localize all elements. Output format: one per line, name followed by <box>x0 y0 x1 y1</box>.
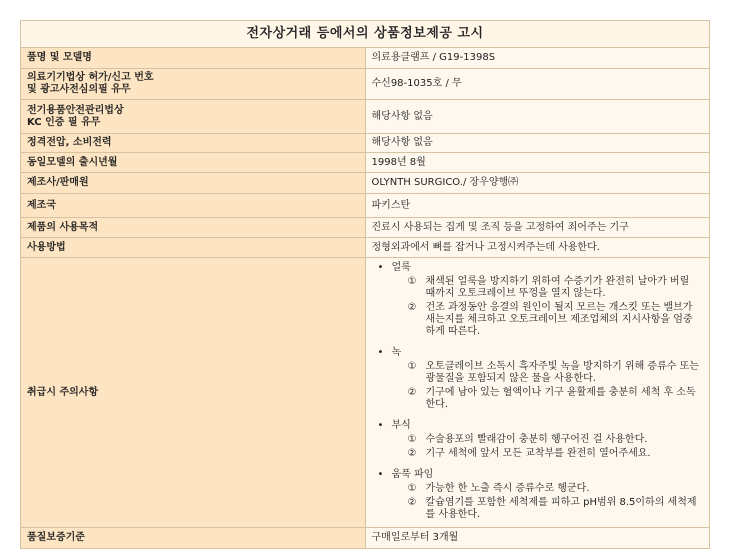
number-marker: ② <box>407 387 417 398</box>
number-marker: ① <box>407 483 417 494</box>
table-row <box>21 134 710 153</box>
row-value: OLYNTH SURGICO./ 장우양행㈜ <box>365 173 710 194</box>
row-label: 품명 및 모델명 <box>21 48 366 69</box>
table-row <box>21 100 710 134</box>
caution-item: 수술용포의 빨래감이 충분히 헹구어진 걸 사용한다. <box>425 434 648 445</box>
bullet-icon: • <box>377 262 384 273</box>
bullet-icon: • <box>377 469 384 480</box>
row-value: 진료시 사용되는 집게 및 조직 등을 고정하여 죄어주는 기구 <box>365 218 710 238</box>
caution-item: 칼슘염기를 포함한 세척제를 피하고 pH범위 8.5이하의 세척제를 사용한다. <box>425 497 697 520</box>
number-marker: ① <box>407 361 417 372</box>
table-row <box>21 238 710 258</box>
caution-item: 기구에 남아 있는 혈액이나 기구 윤활제를 충분히 세척 후 소독한다. <box>425 387 696 410</box>
row-label: 전기용품안전관리법상 KC 인증 필 유무 <box>21 100 366 134</box>
row-label: 품질보증기준 <box>21 528 366 549</box>
caution-item: 가능한 한 노출 즉시 증류수로 헹군다. <box>425 483 590 494</box>
section-heading: 움푹 파임 <box>391 469 434 480</box>
row-value: 의료용클램프 / G19-1398S <box>365 48 710 69</box>
row-label: 제조사/판매원 <box>21 173 366 194</box>
caution-section <box>374 420 702 460</box>
row-label: 정격전압, 소비전력 <box>21 134 366 153</box>
number-marker: ① <box>407 276 417 287</box>
table-row <box>21 153 710 173</box>
table-row <box>21 69 710 100</box>
table-row <box>21 528 710 549</box>
row-value: 수신98-1035호 / 무 <box>365 69 710 100</box>
notice-title: 전자상거래 등에서의 상품정보제공 고시 <box>21 21 710 48</box>
number-marker: ② <box>407 302 417 313</box>
row-label: 제품의 사용목적 <box>21 218 366 238</box>
section-heading: 얼룩 <box>391 262 411 273</box>
caution-section <box>374 347 702 411</box>
table-row <box>21 194 710 218</box>
bullet-icon: • <box>377 420 384 431</box>
caution-section <box>374 262 702 338</box>
row-value: 해당사항 없음 <box>365 100 710 134</box>
product-info-table <box>20 20 710 549</box>
caution-item: 오토클레이브 소독시 흑자주빛 녹을 방지하기 위해 증류수 또는 광물질을 포함되지 않은 물을 사용한다. <box>425 361 699 384</box>
caution-item: 건조 과정동안 응결의 원인이 될지 모르는 개스킷 또는 밸브가 새는지를 체크하고 오토크레이브 제조업체의 지시사항을 엄중하게 따른다. <box>425 302 693 337</box>
table-row <box>21 218 710 238</box>
row-value: 해당사항 없음 <box>365 134 710 153</box>
caution-item: 기구 세척에 앞서 모든 교착부를 완전히 열어주세요. <box>425 448 651 459</box>
section-heading: 부식 <box>391 420 411 431</box>
number-marker: ② <box>407 448 417 459</box>
row-label: 취급시 주의사항 <box>21 258 366 528</box>
table-row <box>21 48 710 69</box>
caution-notes <box>365 258 710 528</box>
bullet-icon: • <box>377 347 384 358</box>
number-marker: ① <box>407 434 417 445</box>
number-marker: ② <box>407 497 417 508</box>
row-value: 1998년 8월 <box>365 153 710 173</box>
product-info-notice <box>20 20 710 549</box>
row-value: 구매일로부터 3개월 <box>365 528 710 549</box>
row-label: 사용방법 <box>21 238 366 258</box>
row-label: 의료기기법상 허가/신고 번호 및 광고사전심의필 유무 <box>21 69 366 100</box>
row-value: 파키스탄 <box>365 194 710 218</box>
section-heading: 녹 <box>391 347 402 358</box>
table-row-caution <box>21 258 710 528</box>
caution-section <box>374 469 702 521</box>
row-value: 정형외과에서 뼈를 잡거나 고정시켜주는데 사용한다. <box>365 238 710 258</box>
row-label: 제조국 <box>21 194 366 218</box>
row-label: 동일모델의 출시년월 <box>21 153 366 173</box>
table-row <box>21 173 710 194</box>
caution-item: 채색된 얼룩을 방지하기 위하여 수증기가 완전히 날아가 버릴 때까지 오토크레이브 뚜껑을 열지 않는다. <box>425 276 690 299</box>
